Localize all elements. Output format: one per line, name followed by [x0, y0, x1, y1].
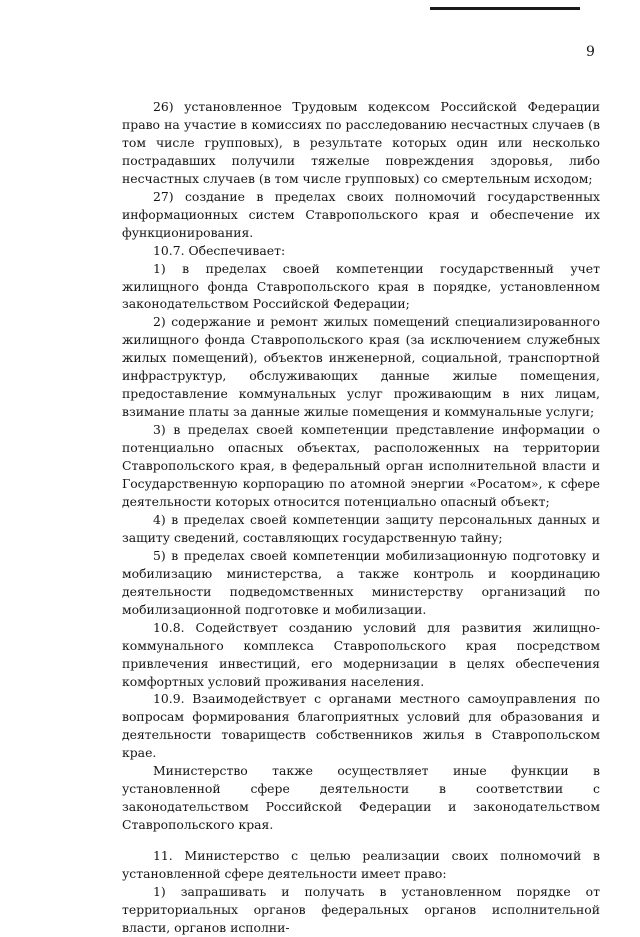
- section-11-heading: 11. Министерство с целью реализации своих полномочий в установленной сфере деятельности имеет право:: [122, 848, 600, 882]
- paragraph-10-7-item-4: 4) в пределах своей компетенции защиту персональных данных и защиту сведений, составляющих государственную тайну;: [122, 511, 600, 545]
- paragraph-item-27: 27) создание в пределах своих полномочий государственных информационных систем Ставропольского края и обеспечение их функционирования.: [122, 188, 600, 240]
- top-edge-rule: [430, 7, 580, 10]
- page-number: 9: [586, 44, 595, 60]
- section-10-8: 10.8. Содействует созданию условий для развития жилищно-коммунального комплекса Ставропольского края посредством привлечения инвестиций, его модернизации в целях обеспечения комфортных условий проживания населения.: [122, 619, 600, 689]
- section-10-9: 10.9. Взаимодействует с органами местного самоуправления по вопросам формирования благоприятных условий для образования и деятельности товариществ собственников жилья в Ставропольском крае.: [122, 691, 600, 761]
- paragraph-10-7-item-1: 1) в пределах своей компетенции государственный учет жилищного фонда Ставропольского края в порядке, установленном законодательством Российской Федерации;: [122, 260, 600, 312]
- paragraph-other-functions: Министерство также осуществляет иные функции в установленной сфере деятельности в соответствии с законодательством Российской Федерации и законодательством Ставропольского края.: [122, 763, 600, 833]
- document-body: [122, 98, 600, 937]
- paragraph-10-7-item-3: 3) в пределах своей компетенции представление информации о потенциально опасных объектах, расположенных на территории Ставропольского края, в федеральный орган исполнительной власти и Государственную корпорацию по атомной энергии «Росатом», к сфере деятельности которых относится потенциально опасный объект;: [122, 422, 600, 509]
- paragraph-item-26: 26) установленное Трудовым кодексом Российской Федерации право на участие в комиссиях по расследованию несчастных случаев (в том числе групповых), в результате которых один или несколько пострадавших получили тяжелые повреждения здоровья, либо несчастных случаев (в том числе групповых) со смертельным исходом;: [122, 99, 600, 186]
- paragraph-11-item-1: 1) запрашивать и получать в установленном порядке от территориальных органов федеральных органов исполнительной власти, органов исполни-: [122, 883, 600, 935]
- paragraph-10-7-item-5: 5) в пределах своей компетенции мобилизационную подготовку и мобилизацию министерства, а также контроль и координацию деятельности подведомственных министерству организаций по мобилизационной подготовке и мобилизации.: [122, 547, 600, 617]
- paragraph-10-7-item-2: 2) содержание и ремонт жилых помещений специализированного жилищного фонда Ставропольского края (за исключением служебных жилых помещений), объектов инженерной, социальной, транспортной инфраструктур, обслуживающих данные жилые помещения, предоставление коммунальных услуг проживающим в них лицам, взимание платы за данные жилые помещения и коммунальные услуги;: [122, 314, 600, 420]
- section-10-7-heading: 10.7. Обеспечивает:: [153, 242, 286, 258]
